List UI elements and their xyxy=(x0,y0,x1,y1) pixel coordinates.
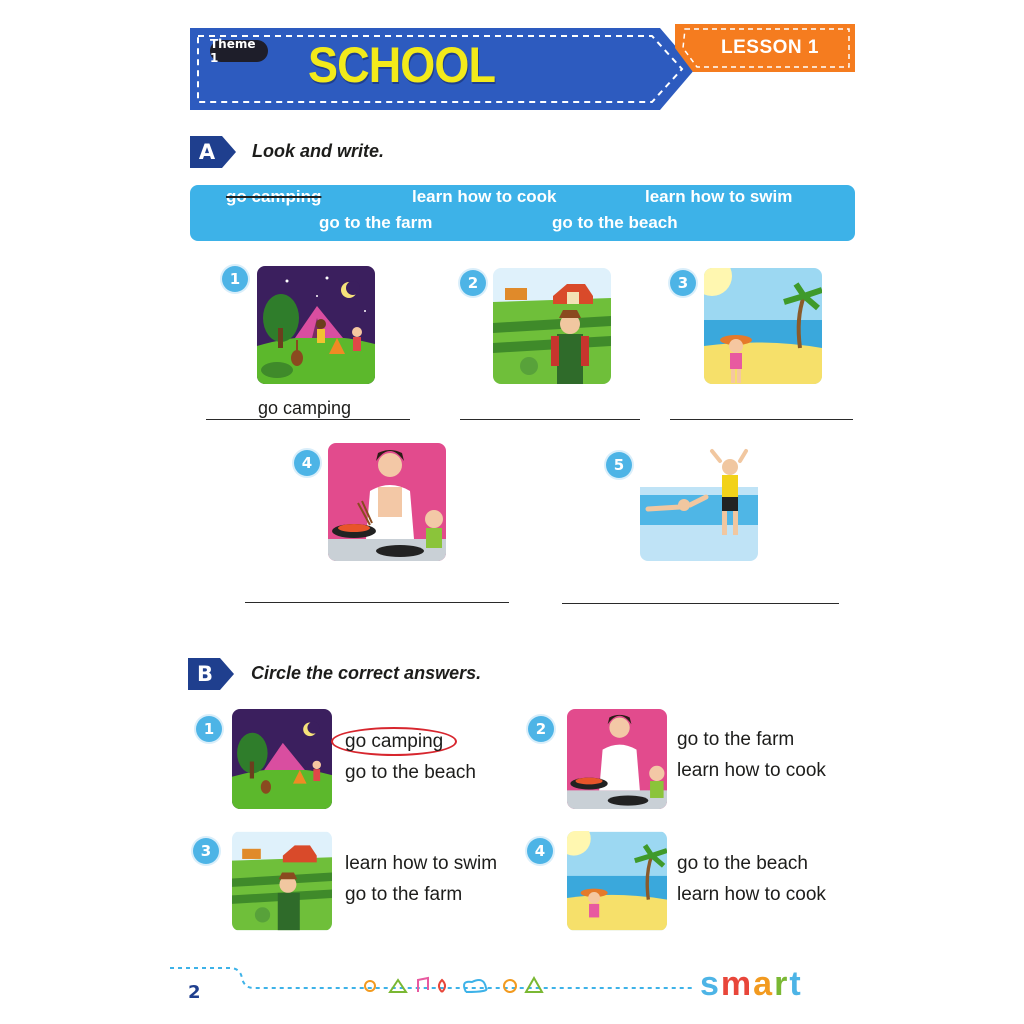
item-number: 3 xyxy=(193,838,219,864)
answer-text: go camping xyxy=(258,398,352,418)
brand-letter: t xyxy=(789,965,803,1003)
circled-answer[interactable]: go camping xyxy=(331,727,457,756)
word-bank-item: go to the beach xyxy=(552,213,678,232)
item-number: 3 xyxy=(670,270,696,296)
theme-label: Theme 1 xyxy=(210,40,268,62)
item-number: 1 xyxy=(222,266,248,292)
answer-line[interactable] xyxy=(245,602,509,603)
answer-option[interactable]: go to the farm xyxy=(677,729,795,750)
word-bank xyxy=(190,185,855,241)
cooking-picture xyxy=(328,443,446,561)
section-a-letter: A xyxy=(198,140,216,164)
item-number: 2 xyxy=(528,716,554,742)
answer-option[interactable]: learn how to cook xyxy=(677,884,826,905)
item-number: 4 xyxy=(294,450,320,476)
farm-picture xyxy=(232,831,332,931)
brand-letter: s xyxy=(700,965,721,1003)
swimming-picture xyxy=(640,447,758,561)
answer-option[interactable]: go to the farm xyxy=(345,884,463,905)
beach-picture xyxy=(704,268,822,384)
item-number: 5 xyxy=(606,452,632,478)
answer-line[interactable] xyxy=(460,419,640,420)
beach-picture xyxy=(567,831,667,931)
camping-picture xyxy=(232,709,332,809)
word-bank-item: learn how to swim xyxy=(645,187,793,206)
lesson-label: LESSON 1 xyxy=(721,37,819,58)
farm-picture xyxy=(493,268,611,384)
answer-line[interactable] xyxy=(206,419,410,420)
page-title: SCHOOL xyxy=(308,37,496,93)
brand-letter: a xyxy=(753,965,775,1003)
answer-option[interactable]: go to the beach xyxy=(345,762,476,783)
answer-option[interactable]: learn how to cook xyxy=(677,760,826,781)
footer-decoration xyxy=(170,962,695,1002)
brand-logo xyxy=(700,965,803,1004)
brand-letter: r xyxy=(774,965,790,1003)
section-b-letter: B xyxy=(196,662,213,686)
word-bank-item: go camping xyxy=(226,187,322,206)
answer-line[interactable] xyxy=(670,419,853,420)
answer-option[interactable]: learn how to swim xyxy=(345,853,498,874)
answer-option[interactable]: go to the beach xyxy=(677,853,808,874)
section-a-instruction: Look and write. xyxy=(252,141,385,161)
section-b-instruction: Circle the correct answers. xyxy=(251,663,482,683)
page-number: 2 xyxy=(188,982,201,1003)
word-bank-item: go to the farm xyxy=(319,213,433,232)
item-number: 1 xyxy=(196,716,222,742)
item-number: 2 xyxy=(460,270,486,296)
cooking-picture xyxy=(567,709,667,809)
item-number: 4 xyxy=(527,838,553,864)
answer-line[interactable] xyxy=(562,603,839,604)
answer-option[interactable] xyxy=(345,731,457,753)
camping-picture xyxy=(257,266,375,384)
brand-letter: m xyxy=(720,965,754,1003)
word-bank-item: learn how to cook xyxy=(412,187,557,206)
